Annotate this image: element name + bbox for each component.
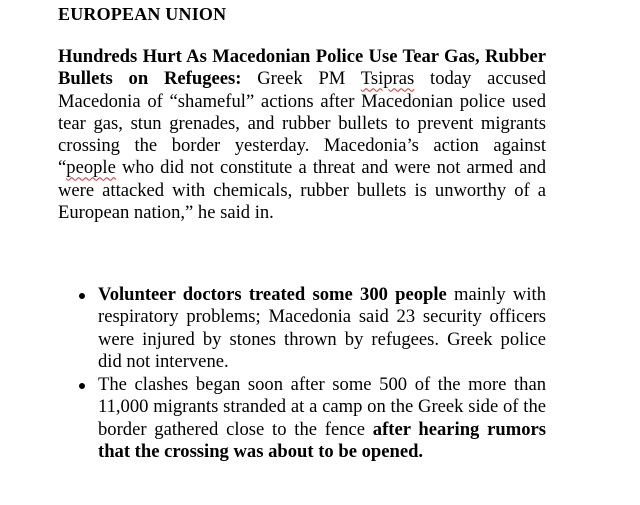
bullet-dot-icon xyxy=(79,383,85,389)
article-text-part-1: Greek PM xyxy=(241,68,361,90)
bullet-bold-text: Volunteer doctors treated some 300 people xyxy=(98,284,447,305)
bullet-list xyxy=(58,284,546,463)
article-headline: Hundreds Hurt As Macedonian Police Use Tear Gas, Rubber Bullets on Refugees: xyxy=(58,46,546,90)
bullet-item-doctors xyxy=(58,284,546,373)
bullet-bold-text: after hearing rumors that the crossing was about to be opened. xyxy=(98,418,546,463)
bullet-text: mainly with respiratory problems; Macedonia said 23 security officers were injured by stones thrown by refugees. Greek police did not intervene. xyxy=(98,284,546,372)
bullet-item-clashes xyxy=(58,374,546,463)
spellcheck-flagged-word: people xyxy=(66,157,116,179)
spellcheck-flagged-name: Tsipras xyxy=(360,68,415,90)
bullet-text: The clashes began soon after some 500 of the more than 11,000 migrants stranded at a camp on the Greek side of the border gathered close to the fence xyxy=(98,374,546,440)
article-text-part-2: today accused Macedonia of “shameful” actions after Macedonian police used tear gas, stun grenades, and rubber bullets to prevent migrants crossing the border yesterday. Macedonia’s action against “ xyxy=(58,68,546,179)
article-paragraph xyxy=(58,46,546,224)
section-heading: EUROPEAN UNION xyxy=(58,4,227,24)
article-text-part-3: who did not constitute a threat and were not armed and were attacked with chemicals, rubber bullets is unworthy of a European nation,” he said in. xyxy=(58,157,546,224)
bullet-dot-icon xyxy=(79,293,85,299)
